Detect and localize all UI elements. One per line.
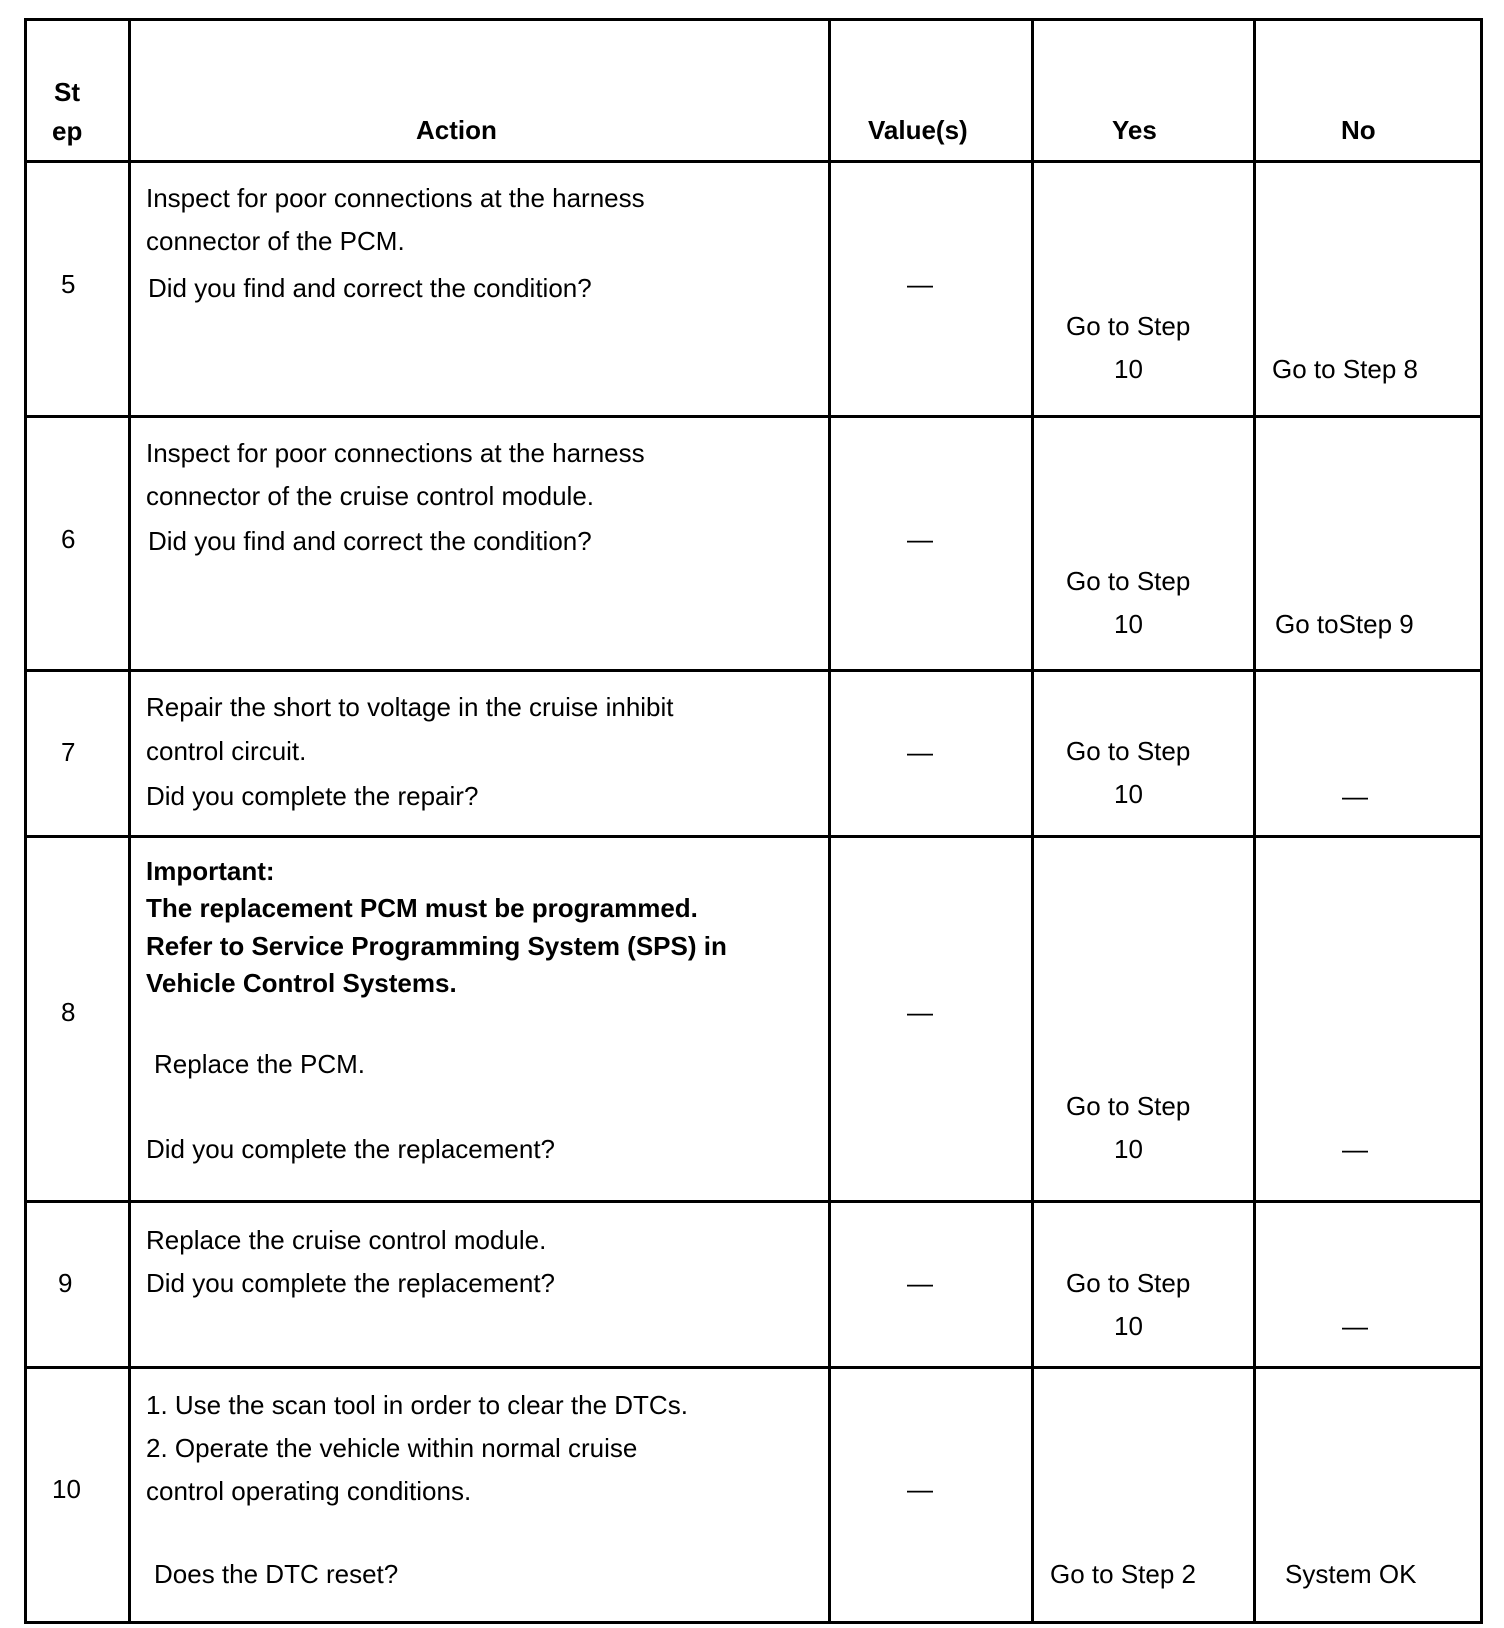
important-text: The replacement PCM must be programmed.: [146, 893, 698, 924]
step-number: 6: [61, 523, 76, 554]
action-line: Replace the PCM.: [154, 1049, 365, 1080]
yes-goto: Go to Step: [1066, 310, 1191, 341]
step-number: 8: [61, 997, 76, 1028]
action-line: Inspect for poor connections at the harness: [146, 182, 645, 213]
value-dash: —: [907, 523, 933, 554]
table-row: [26, 671, 1482, 837]
value-dash: —: [907, 268, 933, 299]
action-question: Did you find and correct the condition?: [148, 272, 592, 303]
action-question: Did you complete the replacement?: [146, 1134, 556, 1165]
step-number: 9: [58, 1268, 73, 1299]
header-step: [26, 20, 130, 162]
step-number: 10: [52, 1474, 81, 1505]
table-row: [26, 161, 1482, 416]
header-row: [26, 20, 1482, 162]
header-values-label: Value(s): [868, 115, 968, 145]
yes-goto-step: 10: [1114, 1134, 1143, 1165]
action-question: Does the DTC reset?: [154, 1559, 399, 1590]
diagnostic-table: [24, 18, 1483, 1624]
action-line: Repair the short to voltage in the cruise inhibit: [146, 692, 674, 723]
header-yes-label: Yes: [1112, 115, 1157, 145]
header-step-line2: ep: [52, 116, 83, 146]
important-label: Important:: [146, 856, 275, 887]
step-number: 7: [61, 737, 76, 768]
no-dash: —: [1342, 1134, 1368, 1165]
no-result: System OK: [1285, 1559, 1417, 1590]
table-row: [26, 416, 1482, 671]
header-values: [830, 20, 1033, 162]
header-no-label: No: [1341, 115, 1376, 145]
action-line: connector of the PCM.: [146, 225, 405, 256]
action-line: Inspect for poor connections at the harness: [146, 437, 645, 468]
action-question: Did you complete the repair?: [146, 781, 479, 812]
yes-goto: Go to Step: [1066, 1091, 1191, 1122]
yes-goto: Go to Step: [1066, 565, 1191, 596]
yes-goto-step: 10: [1114, 353, 1143, 384]
value-dash: —: [907, 737, 933, 768]
header-yes: [1033, 20, 1255, 162]
action-line: 1. Use the scan tool in order to clear the DTCs.: [146, 1390, 688, 1421]
important-text: Refer to Service Programming System (SPS) in: [146, 931, 727, 962]
table-row: [26, 1202, 1482, 1368]
yes-goto-step: 10: [1114, 1311, 1143, 1342]
step-number: 5: [61, 268, 76, 299]
action-line: control circuit.: [146, 736, 307, 767]
yes-goto: Go to Step 2: [1050, 1559, 1196, 1590]
yes-goto-step: 10: [1114, 779, 1143, 810]
no-dash: —: [1342, 781, 1368, 812]
header-action-label: Action: [416, 115, 497, 145]
action-line: connector of the cruise control module.: [146, 480, 595, 511]
value-dash: —: [907, 997, 933, 1028]
header-step-line1: St: [54, 77, 80, 107]
action-line: Replace the cruise control module.: [146, 1225, 547, 1256]
value-dash: —: [907, 1474, 933, 1505]
action-line: control operating conditions.: [146, 1476, 472, 1507]
table-row: [26, 837, 1482, 1202]
yes-goto: Go to Step: [1066, 736, 1191, 767]
header-action: [130, 20, 830, 162]
yes-goto: Go to Step: [1066, 1268, 1191, 1299]
important-text: Vehicle Control Systems.: [146, 968, 457, 999]
no-goto: Go to Step 8: [1272, 353, 1418, 384]
action-question: Did you complete the replacement?: [146, 1268, 556, 1299]
action-line: 2. Operate the vehicle within normal cruise: [146, 1433, 638, 1464]
table-row: [26, 1368, 1482, 1623]
yes-goto-step: 10: [1114, 608, 1143, 639]
no-goto: Go toStep 9: [1275, 608, 1414, 639]
no-dash: —: [1342, 1311, 1368, 1342]
header-no: [1255, 20, 1482, 162]
value-dash: —: [907, 1268, 933, 1299]
action-question: Did you find and correct the condition?: [148, 525, 592, 556]
